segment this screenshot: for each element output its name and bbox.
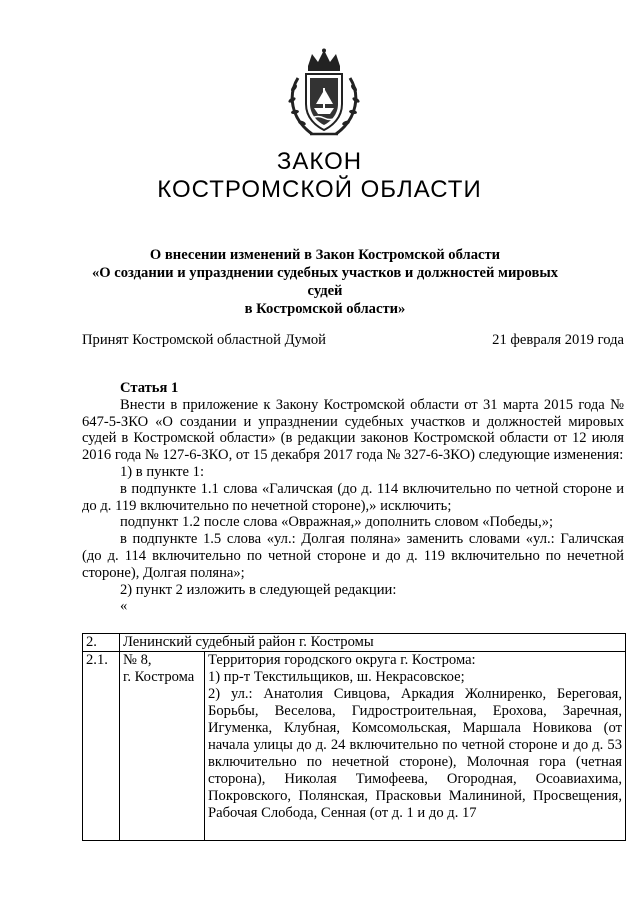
adoption-line (82, 332, 624, 349)
coat-of-arms-icon (284, 48, 364, 140)
law-region: КОСТРОМСКОЙ ОБЛАСТИ (157, 176, 482, 203)
adopted-by: Принят Костромской областной Думой (82, 332, 326, 348)
row-number: 2. (83, 634, 120, 652)
district-table (82, 633, 626, 841)
subitem-1-1: в подпункте 1.1 слова «Галичская (до д. 114 включительно по четной стороне и до д. 119 включительно по нечетной стороне),» исключить; (82, 480, 624, 514)
territory-item-2: 2) ул.: Анатолия Сивцова, Аркадия Жолниренко, Береговая, Борьбы, Веселова, Гидростроительная, Ерохова, Заречная, Игуменка, Клубная, Комсомольская, Маршала Новикова (от начала улицы до д. 24 включительно по четной стороне и до д. 53 включительно по нечетной стороне), Молочная гора (четная сторона), Николая Тимофеева, Огородная, Осоавиахима, Покровского, Полянская, Прасковьи Малининой, Просвещения, Рабочая Слобода, Сенная (от д. 1 и до д. 17 (208, 686, 622, 821)
law-title: ЗАКОН (276, 148, 363, 175)
adoption-date: 21 февраля 2019 года (492, 332, 624, 348)
subject-line-1: О внесении изменений в Закон Костромской области (149, 247, 501, 263)
subitem-1-2: подпункт 1.2 после слова «Овражная,» дополнить словом «Победы,»; (120, 514, 554, 531)
subject-line-2: «О создании и упразднении судебных участков и должностей мировых судей (91, 265, 559, 299)
territory-cell (205, 652, 626, 841)
row-number: 2.1. (83, 652, 120, 841)
territory-item-1: 1) пр-т Текстильщиков, ш. Некрасовское; (208, 669, 465, 685)
court-unit (120, 652, 205, 841)
territory-heading: Территория городского округа г. Кострома: (208, 652, 476, 668)
law-subject (80, 246, 570, 318)
article-intro: Внести в приложение к Закону Костромской области от 31 марта 2015 года № 647-5-ЗКО «О создании и упразднении судебных участков и должностей мировых судей в Костромской области» (в редакции законов Костромской области от 12 июля 2016 года № 127-6-ЗКО, от 15 декабря 2017 года № 327-6-ЗКО) следующие изменения: (82, 396, 624, 464)
table-row (83, 634, 626, 652)
table-row (83, 652, 626, 841)
subitem-1-5: в подпункте 1.5 слова «ул.: Долгая поляна» заменить словами «ул.: Галичская (до д. 114 включительно по четной стороне и до д. 119 включительно по нечетной стороне), Долгая поляна»; (82, 531, 624, 581)
quote-open: « (120, 598, 128, 615)
item-2: 2) пункт 2 изложить в следующей редакции: (120, 581, 397, 598)
subject-line-3: в Костромской области» (244, 301, 406, 317)
article-heading: Статья 1 (120, 380, 179, 396)
article-body (82, 380, 624, 615)
item-1: 1) в пункте 1: (120, 463, 205, 480)
court-unit-city: г. Кострома (123, 669, 195, 685)
district-name: Ленинский судебный район г. Костромы (120, 634, 626, 652)
court-unit-number: № 8, (123, 652, 152, 668)
